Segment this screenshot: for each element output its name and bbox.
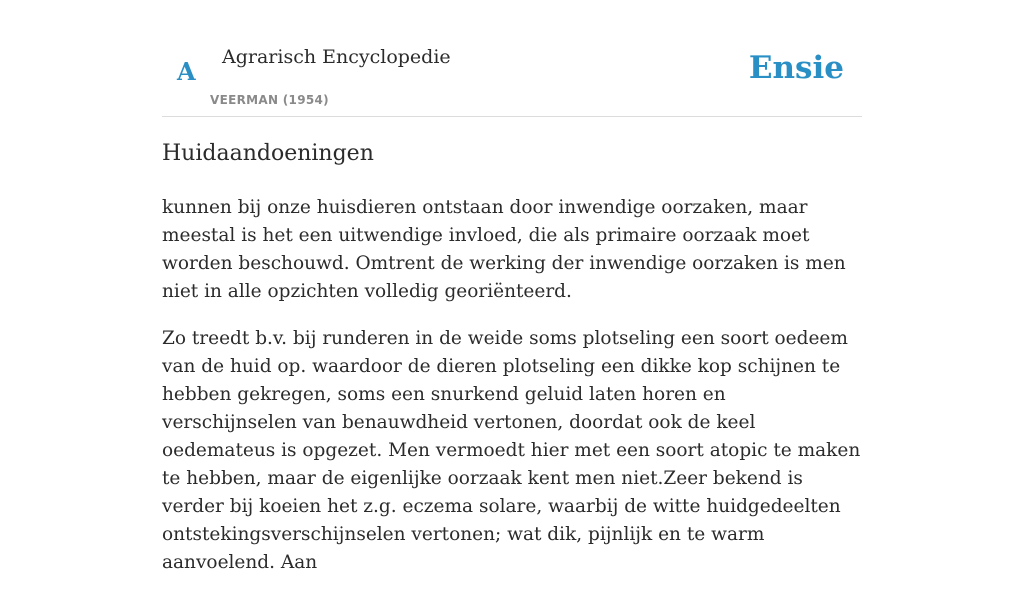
publication-title[interactable]: Agrarisch Encyclopedie [222, 46, 451, 68]
article-paragraph: Zo treedt b.v. bij runderen in de weide soms plotseling een soort oedeem van de huid op. waardoor de dieren plotseling een dikke kop schijnen te hebben gekregen, soms een snurkend geluid laten horen en verschijnselen van benauwdheid vertonen, doordat ook de keel oedemateus is opgezet. Men vermoedt hier met een soort atopic te maken te hebben, maar de eigenlijke oorzaak kent men niet.Zeer bekend is verder bij koeien het z.g. eczema solare, waarbij de witte huidgedeelten ontstekingsverschijnselen vertonen; wat dik, pijnlijk en te warm aanvoelend. Aan [162, 328, 861, 573]
ensie-brand-link[interactable]: Ensie [748, 50, 844, 86]
article-paragraph: kunnen bij onze huisdieren ontstaan door inwendige oorzaken, maar meestal is het een uitwendige invloed, die als primaire oorzaak moet worden beschouwd. Omtrent de werking der inwendige oorzaken is men niet in alle opzichten volledig georiënteerd. [162, 197, 846, 302]
publication-author[interactable]: VEERMAN (1954) [210, 93, 329, 107]
page-header [162, 0, 862, 117]
article-content [162, 136, 862, 596]
publication-logo-letter[interactable]: A [177, 57, 196, 86]
article-title: Huidaandoeningen [162, 141, 374, 166]
